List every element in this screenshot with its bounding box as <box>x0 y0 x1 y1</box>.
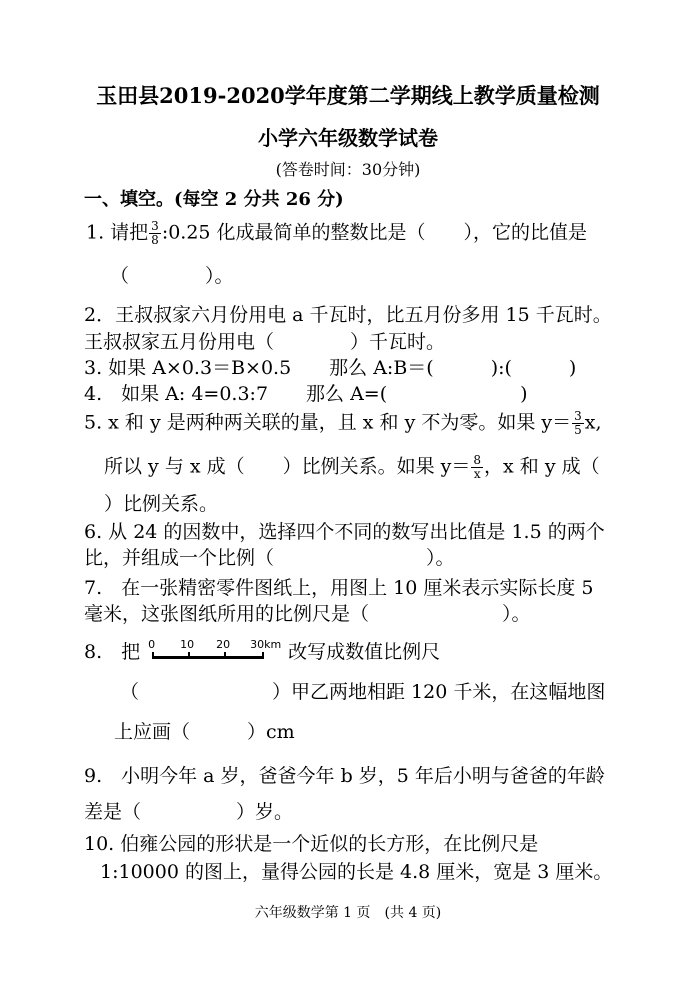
question-9-line-1: 9. 小明今年 a 岁，爸爸今年 b 岁，5 年后小明与爸爸的年龄 <box>84 765 605 787</box>
line-scale-bar <box>148 639 280 667</box>
question-5-line-2 <box>104 454 600 481</box>
question-10-line-2: 1:10000 的图上，量得公园的长是 4.8 厘米，宽是 3 厘米。 <box>100 861 613 883</box>
question-8-line-3: 上应画（ ）cm <box>114 721 295 743</box>
question-5-line-1 <box>84 410 602 437</box>
page-footer: 六年级数学第 1 页 (共 4 页) <box>254 905 442 921</box>
scale-label-10: 10 <box>180 638 195 651</box>
fraction-3-8: $\frac{3}{8}$ <box>151 219 159 247</box>
exam-subtitle: 小学六年级数学试卷 <box>258 126 438 150</box>
q5-line-2-pre: 所以 y 与 x 成（ ）比例关系。如果 y＝ <box>104 455 471 478</box>
time-note: (答卷时间：30分钟) <box>275 160 421 179</box>
question-2-line-1: 2．王叔叔家六月份用电 a 千瓦时，比五月份多用 15 千瓦时。 <box>84 304 612 326</box>
scale-label-20: 20 <box>216 638 231 651</box>
scale-tick <box>262 652 264 659</box>
scale-label-30km: 30km <box>250 638 282 651</box>
q1-pre: 1. 请把 <box>86 221 149 244</box>
question-7-line-2: 毫米，这张图纸所用的比例尺是（ ）。 <box>84 603 531 625</box>
q8-pre: 8. 把 <box>84 641 141 663</box>
exam-title: 玉田县2019-2020学年度第二学期线上教学质量检测 <box>96 83 600 108</box>
question-8-line-1 <box>84 638 440 667</box>
section-heading: 一、填空。(每空 2 分共 26 分) <box>84 189 344 210</box>
fraction-3-5: $\frac{3}{5}$ <box>574 409 582 437</box>
question-7-line-1: 7. 在一张精密零件图纸上，用图上 10 厘米表示实际长度 5 <box>84 577 594 599</box>
scale-tick <box>224 652 226 659</box>
question-1-line-1 <box>86 220 587 247</box>
question-5-line-3: ）比例关系。 <box>104 493 219 515</box>
q5-line-2-post: ，x 和 y 成（ <box>484 455 600 478</box>
question-3: 3. 如果 A×0.3＝B×0.5 那么 A:B＝( ):( ) <box>84 357 577 379</box>
question-6-line-1: 6. 从 24 的因数中，选择四个不同的数写出比值是 1.5 的两个 <box>84 521 605 543</box>
q1-post: :0.25 化成最简单的整数比是（ ），它的比值是 <box>161 221 588 244</box>
question-10-line-1: 10. 伯雍公园的形状是一个近似的长方形，在比例尺是 <box>84 833 539 855</box>
scale-tick <box>188 652 190 659</box>
question-1-line-2: （ ）。 <box>110 265 234 287</box>
scale-label-0: 0 <box>148 638 156 651</box>
q5-pre: 5. x 和 y 是两种两关联的量，且 x 和 y 不为零。如果 y＝ <box>84 411 572 434</box>
question-4: 4. 如果 A: 4=0.3:7 那么 A=( ) <box>84 383 528 405</box>
question-8-line-2: （ ）甲乙两地相距 120 千米，在这幅地图 <box>120 681 606 703</box>
q5-post-1: x, <box>584 411 602 434</box>
q8-post: 改写成数值比例尺 <box>288 641 441 663</box>
question-6-line-2: 比，并组成一个比例（ ）。 <box>84 547 455 569</box>
scale-bar-line <box>152 656 264 659</box>
question-9-line-2: 差是（ ）岁。 <box>84 801 294 823</box>
scale-tick <box>152 652 154 659</box>
question-2-line-2: 王叔叔家五月份用电（ ）千瓦时。 <box>84 331 446 353</box>
fraction-8-x: $\frac{8}{x}$ <box>473 453 482 481</box>
